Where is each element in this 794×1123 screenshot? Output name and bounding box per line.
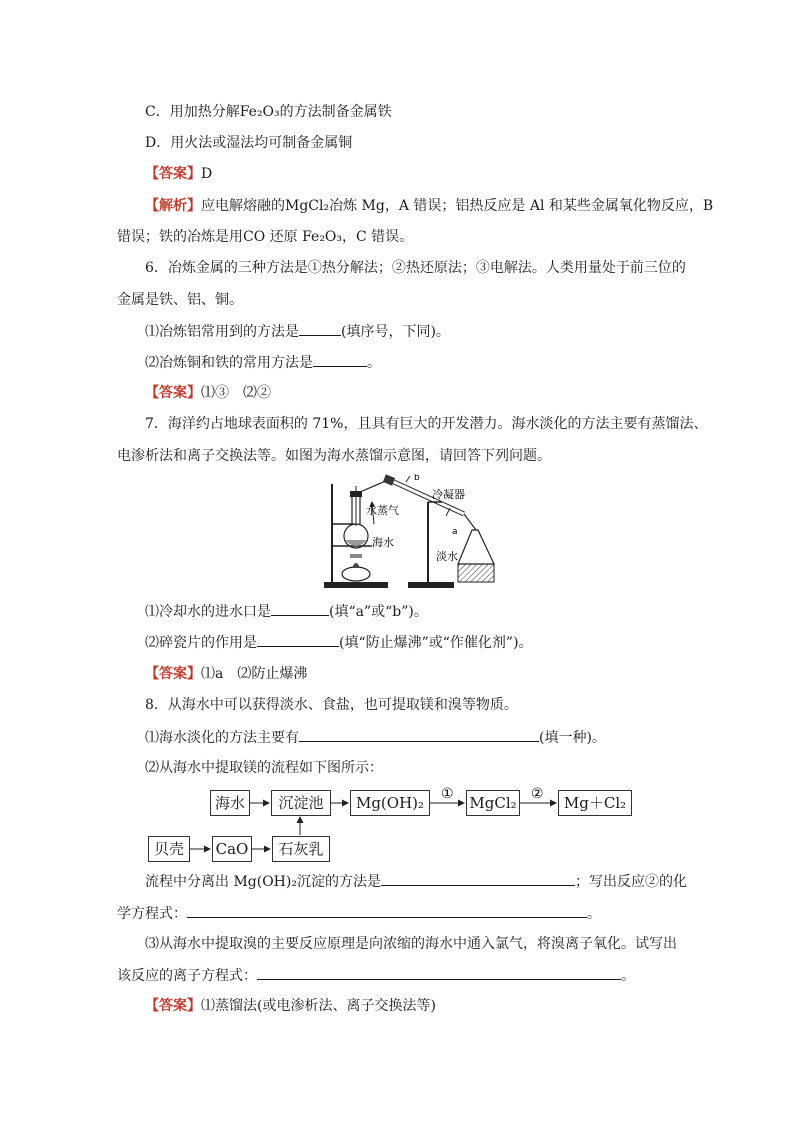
- answer-tag: 【答案】: [145, 166, 201, 182]
- question-8-part2: ⑵从海水中提取镁的流程如下图所示：: [145, 760, 383, 776]
- answer-tag: 【答案】: [145, 385, 201, 401]
- prompt-text: 。: [587, 906, 601, 922]
- answer-value: ⑴③ ⑵②: [201, 385, 271, 401]
- answer-blank[interactable]: [257, 632, 339, 647]
- prompt-text: (填序号，下同)。: [341, 324, 450, 340]
- answer-blank[interactable]: [299, 727, 539, 742]
- receiving-flask: [458, 530, 494, 564]
- explanation-5-line1: [145, 196, 713, 216]
- question-6-line2: 金属是铁、铝、铜。: [117, 292, 243, 308]
- answer-value: ⑴a ⑵防止爆沸: [201, 666, 308, 682]
- prompt-text: 该反应的离子方程式：: [117, 968, 257, 984]
- freshwater-label: 淡水: [436, 550, 458, 563]
- explanation-text: 应电解熔融的MgCl₂冶炼 Mg，A 错误；铝热反应是 Al 和某些金属氧化物反应，B: [201, 198, 714, 214]
- question-7-part2: [145, 632, 533, 653]
- flow-product: Mg＋Cl₂: [558, 790, 632, 816]
- answer-blank[interactable]: [271, 601, 329, 616]
- answer-tag: 【答案】: [145, 666, 201, 682]
- prompt-text: 流程中分离出 Mg(OH)₂沉淀的方法是: [145, 874, 381, 890]
- question-8: 8．从海水中可以获得淡水、食盐，也可提取镁和溴等物质。: [145, 697, 518, 713]
- flow-mgcl2: MgCl₂: [466, 790, 520, 816]
- answer-5: [145, 164, 212, 184]
- explanation-5-line2: 错误；铁的冶炼是用CO 还原 Fe₂O₃，C 错误。: [117, 229, 414, 245]
- condenser-label: 冷凝器: [432, 488, 465, 501]
- question-7-line2: 电渗析法和离子交换法等。如图为海水蒸馏示意图，请回答下列问题。: [117, 448, 551, 464]
- answer-blank[interactable]: [257, 965, 621, 980]
- prompt-text: (填“防止爆沸”或“作催化剂”)。: [339, 635, 533, 651]
- burner: [342, 567, 370, 581]
- explanation-tag: 【解析】: [145, 198, 201, 214]
- answer-blank[interactable]: [381, 871, 575, 886]
- prompt-text: ⑵碎瓷片的作用是: [145, 635, 257, 651]
- prompt-text: (填“a”或“b”)。: [329, 604, 428, 620]
- answer-blank[interactable]: [299, 321, 341, 336]
- prompt-text: ⑴冷却水的进水口是: [145, 604, 271, 620]
- port-b-label: b: [414, 474, 420, 483]
- stand-base-right: [408, 582, 454, 588]
- flow-mgoh2: Mg(OH)₂: [350, 790, 430, 816]
- flow-cao: CaO: [212, 836, 252, 862]
- prompt-text: (填一种)。: [539, 730, 606, 746]
- answer-blank[interactable]: [313, 352, 367, 367]
- distillation-diagram: [318, 474, 500, 592]
- answer-7: [145, 664, 307, 684]
- flow-shell: 贝壳: [148, 836, 190, 862]
- prompt-text: ；写出反应②的化: [574, 874, 687, 890]
- prompt-text: 。: [621, 968, 635, 984]
- question-6-line1: 6．冶炼金属的三种方法是①热分解法；②热还原法；③电解法。人类用量处于前三位的: [145, 260, 686, 276]
- answer-value: D: [201, 166, 213, 182]
- answer-tag: 【答案】: [145, 998, 201, 1014]
- option-d: D．用火法或湿法均可制备金属铜: [145, 135, 353, 151]
- question-8-part2b: [145, 871, 687, 892]
- answer-6: [145, 383, 271, 403]
- stand-base-left: [324, 582, 388, 588]
- wire-gauze: [350, 554, 362, 558]
- question-8-part3-line1: ⑶从海水中提取溴的主要反应原理是向浓缩的海水中通入氯气，将溴离子氧化。试写出: [145, 936, 677, 952]
- flame: [352, 563, 360, 568]
- prompt-text: 学方程式：: [117, 906, 187, 922]
- steam-label: 水蒸气: [366, 504, 399, 517]
- step-1-label: ①: [441, 786, 454, 802]
- question-8-part2c: [117, 903, 601, 924]
- flow-lime-milk: 石灰乳: [272, 836, 330, 862]
- option-c: C．用加热分解Fe₂O₃的方法制备金属铁: [145, 104, 392, 120]
- step-2-label: ②: [531, 786, 544, 802]
- port-a-label: a: [452, 527, 458, 537]
- prompt-text: ⑴海水淡化的方法主要有: [145, 730, 299, 746]
- prompt-text: 。: [367, 355, 381, 371]
- question-8-part3-line2: [117, 965, 635, 986]
- flow-seawater: 海水: [210, 790, 250, 816]
- answer-blank[interactable]: [187, 903, 587, 918]
- flow-settling-tank: 沉淀池: [271, 790, 331, 816]
- prompt-text: ⑴冶炼铝常用到的方法是: [145, 324, 299, 340]
- question-6-part1: [145, 321, 450, 342]
- question-6-part2: [145, 352, 381, 373]
- answer-value: ⑴蒸馏法(或电渗析法、离子交换法等): [201, 998, 436, 1014]
- water-outlet-b: [406, 476, 410, 482]
- question-7-part1: [145, 601, 428, 622]
- question-7-line1: 7．海洋约占地球表面积的 71%，且具有巨大的开发潜力。海水淡化的方法主要有蒸馏法、: [145, 416, 708, 432]
- question-8-part1: [145, 727, 606, 748]
- ice-bath: [458, 564, 494, 582]
- adapter: [464, 514, 476, 530]
- answer-8: [145, 996, 436, 1016]
- prompt-text: ⑵冶炼铜和铁的常用方法是: [145, 355, 313, 371]
- seawater-label: 海水: [372, 536, 394, 549]
